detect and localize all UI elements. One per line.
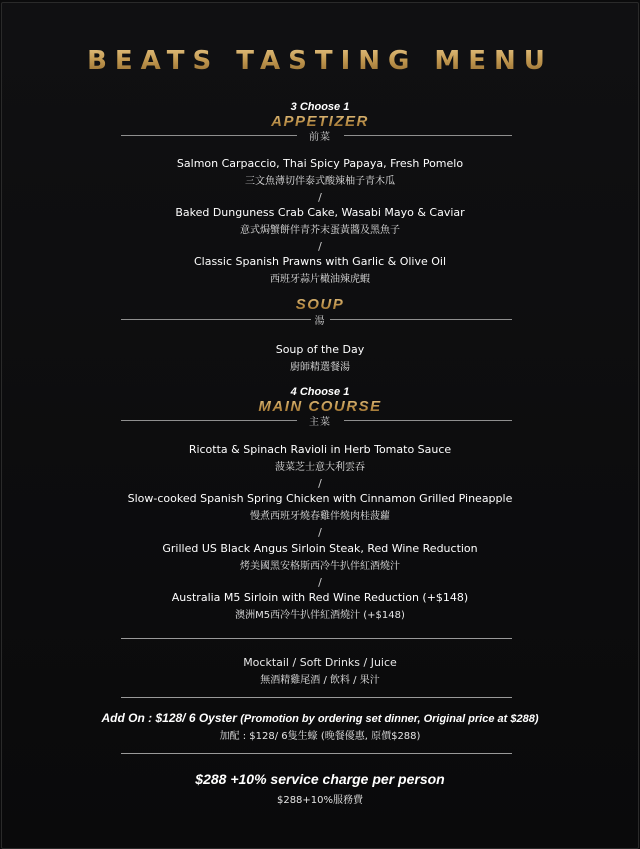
appetizer-title-cn: 前菜 [309,132,331,143]
main-item-1: Ricotta & Spinach Ravioli in Herb Tomato Sauce [188,443,452,456]
main-item-2-cn: 慢煮西班牙燒春雞伴燒肉桂菠蘿 [250,511,390,522]
appetizer-item-1: Salmon Carpaccio, Thai Spicy Papaya, Fresh Pomelo [176,157,464,170]
item-separator: / [318,526,322,539]
appetizer-item-1-cn: 三文魚薄切伴泰式酸辣柚子青木瓜 [245,176,395,187]
main-item-2: Slow-cooked Spanish Spring Chicken with Cinnamon Grilled Pineapple [127,492,513,505]
section-divider [121,638,512,639]
main-item-3: Grilled US Black Angus Sirloin Steak, Red Wine Reduction [162,542,478,555]
soup-item-1-cn: 廚師精選餐湯 [290,362,350,373]
addon-label: Add On : $128/ 6 Oyster [101,711,237,725]
section-divider [121,753,512,754]
soup-title-cn: 湯 [314,316,326,327]
appetizer-title: APPETIZER [0,113,640,130]
appetizer-item-3-cn: 西班牙蒜片橄油辣虎蝦 [270,274,370,285]
item-separator: / [318,240,322,253]
addon-promo: (Promotion by ordering set dinner, Original price at $288) [240,713,539,725]
appetizer-item-3: Classic Spanish Prawns with Garlic & Olive Oil [193,255,447,268]
item-separator: / [318,576,322,589]
main-item-1-cn: 菠菜芝士意大利雲吞 [275,462,365,473]
section-divider [121,697,512,698]
main-item-4: Australia M5 Sirloin with Red Wine Reduction (+$148) [171,591,469,604]
main-course-title: MAIN COURSE [0,398,640,415]
main-course-title-cn: 主菜 [309,417,331,428]
addon-offer-cn: 加配 : $128/ 6隻生蠔 (晚餐優惠, 原價$288) [219,731,421,742]
soup-item-1: Soup of the Day [275,343,365,356]
main-item-3-cn: 烤美國黑安格斯西冷牛扒伴紅酒燒汁 [240,561,400,572]
drinks-line: Mocktail / Soft Drinks / Juice [243,656,397,669]
drinks-line-cn: 無酒精雞尾酒 / 飲料 / 果汁 [260,675,380,686]
item-separator: / [318,191,322,204]
set-price-cn: $288+10%服務費 [276,795,364,806]
menu-title: BEATS TASTING MENU [0,44,640,78]
set-price: $288 +10% service charge per person [195,771,445,787]
main-item-4-cn: 澳洲M5西冷牛扒伴紅酒燒汁 (+$148) [235,610,405,621]
soup-title: SOUP [0,296,640,313]
appetizer-item-2: Baked Dunguness Crab Cake, Wasabi Mayo & Caviar [175,206,465,219]
item-separator: / [318,477,322,490]
main-choose-count: 4 Choose 1 [290,386,350,398]
addon-offer [0,711,640,725]
appetizer-item-2-cn: 意式焗蟹餅伴青芥末蛋黃醬及黑魚子 [240,225,400,236]
appetizer-choose-count: 3 Choose 1 [290,101,350,113]
